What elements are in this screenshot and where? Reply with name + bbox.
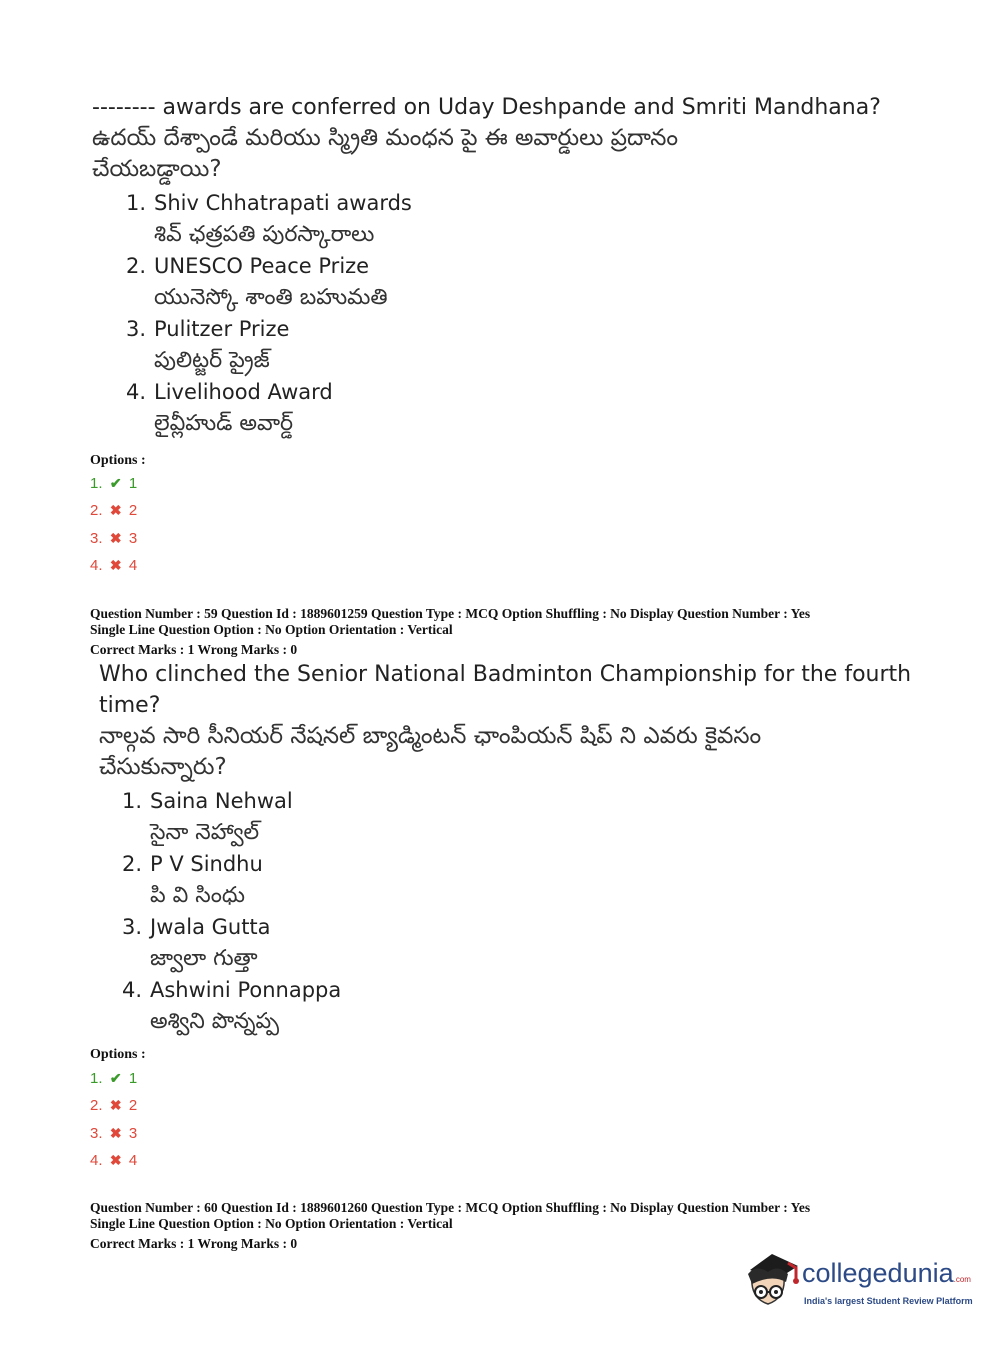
q58-option-4: 4. Livelihood Award లైవ్లీహుడ్ అవార్డ్	[126, 380, 333, 436]
q58-option-1: 1. Shiv Chhatrapati awards శివ్ ఛత్రపతి పురస్కారాలు	[126, 191, 412, 247]
answer-row: 3. ✖ 3	[90, 1120, 137, 1147]
logo-tagline: India's largest Student Review Platform	[804, 1296, 973, 1306]
q59-option-4: 4. Ashwini Ponnappa అశ్విని పొన్నప్ప	[122, 978, 342, 1034]
q58-question	[92, 92, 912, 185]
cross-icon: ✖	[109, 529, 122, 546]
mascot-logo-icon	[742, 1250, 802, 1314]
collegedunia-logo	[742, 1250, 972, 1320]
answer-row: 2. ✖ 2	[90, 1092, 137, 1119]
q59-option-list	[122, 786, 722, 1038]
q58-option-list	[126, 188, 726, 440]
check-icon: ✔	[109, 1070, 122, 1086]
q59-answer-key	[90, 1065, 137, 1174]
q60-meta: Question Number : 60 Question Id : 1889601260 Question Type : MCQ Option Shuffling : No Display Question Number : Yes Single Line Question Option : No Option Orientation : Vertical Correct Marks : 1 Wrong Marks : 0	[90, 1200, 811, 1251]
q59-option-3: 3. Jwala Gutta జ్వాలా గుత్తా	[122, 915, 271, 971]
q58-question-en: -------- awards are conferred on Uday Deshpande and Smriti Mandhana?	[92, 95, 881, 120]
q59-question-en: Who clinched the Senior National Badminton Championship for the fourth time?	[99, 662, 912, 718]
logo-wordmark: collegedunia.com	[802, 1258, 971, 1288]
answer-row: 1. ✔ 1	[90, 1065, 137, 1092]
cross-icon: ✖	[109, 1151, 122, 1168]
q58-options-label: Options :	[90, 453, 146, 468]
cross-icon: ✖	[109, 1097, 122, 1114]
q59-options-label: Options :	[90, 1047, 146, 1062]
q59-meta: Question Number : 59 Question Id : 1889601259 Question Type : MCQ Option Shuffling : No Display Question Number : Yes Single Line Question Option : No Option Orientation : Vertical Correct Marks : 1 Wrong Marks : 0	[90, 606, 811, 657]
cross-icon: ✖	[109, 1124, 122, 1141]
answer-row: 2. ✖ 2	[90, 497, 137, 524]
q59-option-2: 2. P V Sindhu పి వి సింధు	[122, 852, 263, 908]
q58-answer-key	[90, 470, 137, 579]
cross-icon: ✖	[109, 502, 122, 519]
q59-option-1: 1. Saina Nehwal సైనా నెహ్వాల్	[122, 789, 293, 845]
answer-row: 3. ✖ 3	[90, 525, 137, 552]
cross-icon: ✖	[109, 556, 122, 573]
q59-question-te: నాల్గవ సారి సీనియర్ నేషనల్ బ్యాడ్మింటన్ ఛాంపియన్ షిప్ ని ఎవరు కైవసం చేసుకున్నారు?	[99, 723, 762, 780]
q58-question-te: ఉదయ్ దేశ్పాండే మరియు స్మ్రితి మంధన పై ఈ అవార్డులు ప్రదానం చేయబడ్డాయి?	[92, 125, 679, 182]
q58-option-3: 3. Pulitzer Prize పులిట్జర్ ప్రైజ్	[126, 317, 290, 373]
q59-question	[99, 659, 919, 783]
check-icon: ✔	[109, 475, 122, 491]
answer-row: 4. ✖ 4	[90, 552, 137, 579]
q58-option-2: 2. UNESCO Peace Prize యునెస్కో శాంతి బహుమతి	[126, 254, 388, 310]
answer-row: 1. ✔ 1	[90, 470, 137, 497]
answer-row: 4. ✖ 4	[90, 1147, 137, 1174]
